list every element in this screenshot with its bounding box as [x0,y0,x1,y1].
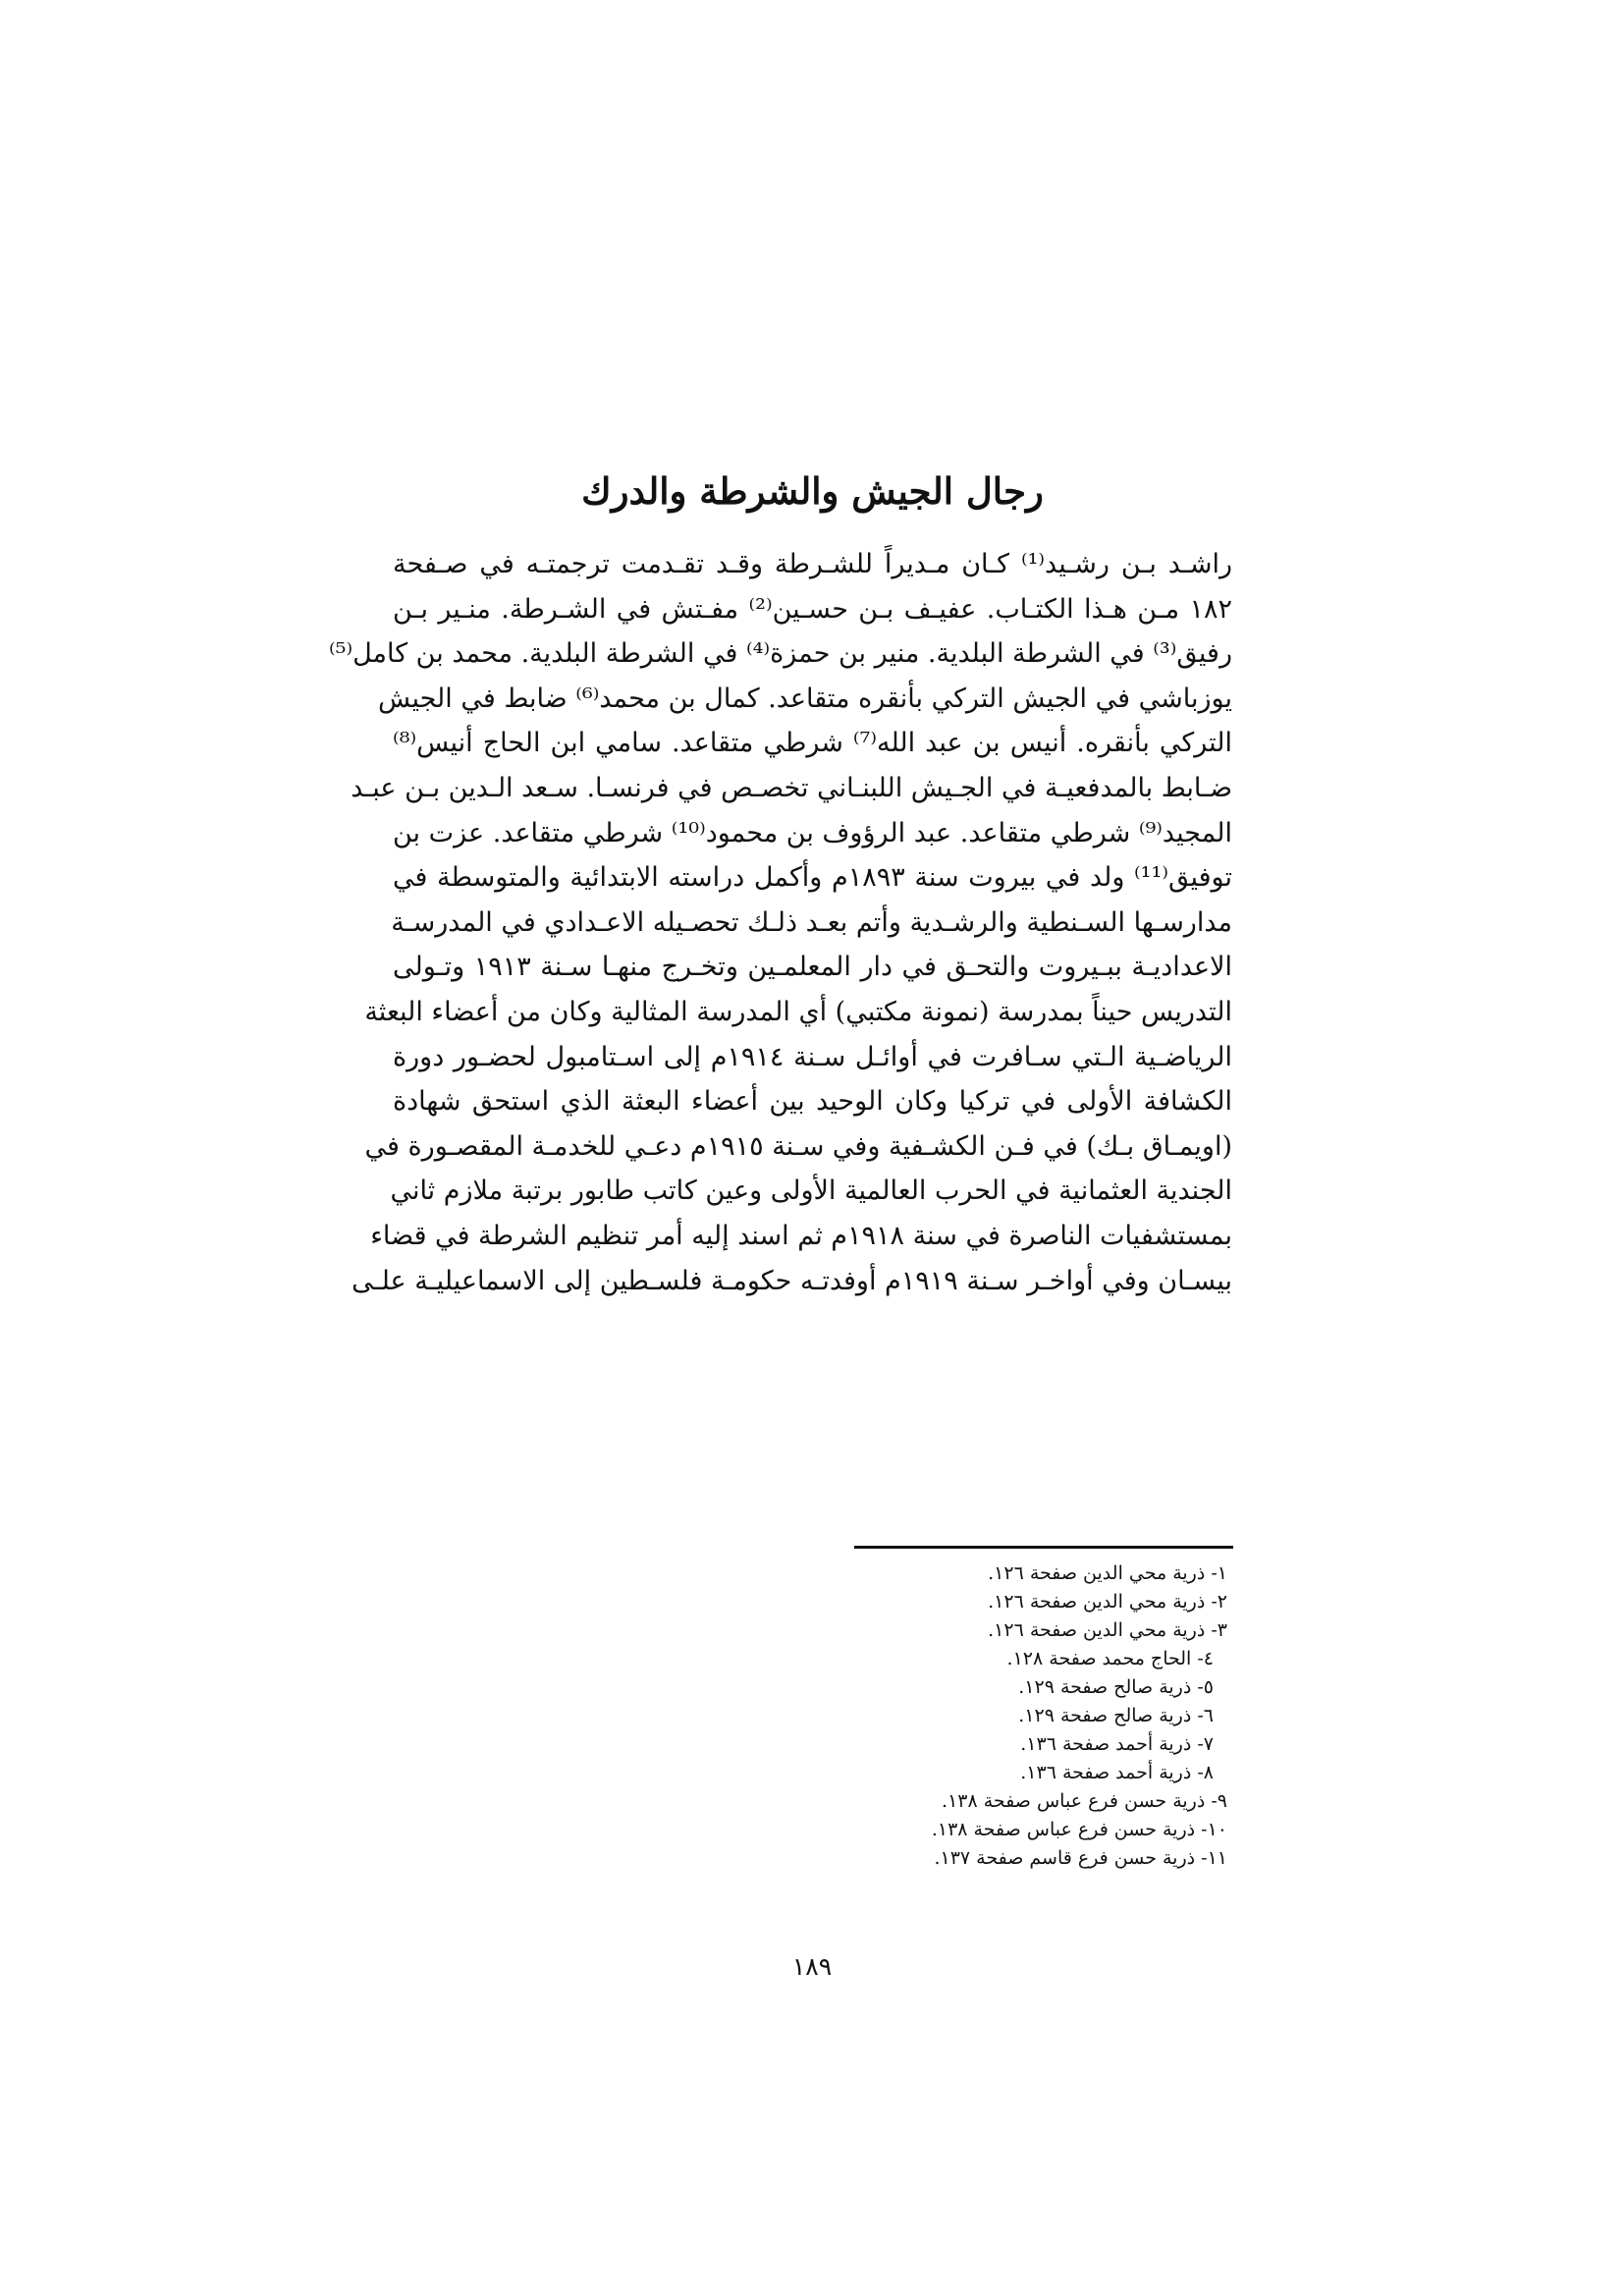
body-line: ١٨٢ مـن هـذا الكتـاب. عفيـف بـن حسـين⁽²⁾ مفـتش في الشـرطة. منـير بـن [393,593,1232,625]
body-line: مدارسـها السـنطية والرشـدية وأتم بعـد ذلـك تحصـيله الاعـدادي في المدرسـة [391,906,1232,938]
page-number: ١٨٩ [791,1952,833,1981]
body-line: بمستشفيات الناصرة في سنة ١٩١٨م ثم اسند إليه أمر تنظيم الشرطة في قضاء [370,1220,1232,1251]
footnote-item: ٩- ذرية حسن فرع عباس صفحة ١٣٨. [942,1790,1227,1812]
body-text [329,542,1233,1303]
body-line: التركي بأنقره. أنيس بن عبد الله⁽⁷⁾ شرطي متقاعد. سامي ابن الحاج أنيس⁽⁸⁾ [393,728,1232,759]
body-line: الرياضـية الـتي سـافرت في أوائـل سـنة ١٩١٤م إلى اسـتامبول لحضـور دورة [393,1041,1233,1072]
body-line: يوزباشي في الجيش التركي بأنقره متقاعد. كمال بن محمد⁽⁶⁾ ضابط في الجيش [378,683,1232,714]
body-line: رفيق⁽³⁾ في الشرطة البلدية. منير بن حمزة⁽⁴⁾ في الشرطة البلدية. محمد بن كامل⁽⁵⁾ [329,638,1232,670]
body-line: التدريس حيناً بمدرسة (نمونة مكتبي) أي المدرسة المثالية وكان من أعضاء البعثة [364,996,1232,1027]
body-line: ضـابط بالمدفعيـة في الجـيش اللبنـاني تخصـص في فرنسـا. سـعد الـدين بـن عبـد [351,772,1232,803]
footnote-item: ٤- الحاج محمد صفحة ١٢٨. [1006,1648,1214,1669]
body-line: الاعداديـة ببـيروت والتحـق في دار المعلمـين وتخـرج منهـا سـنة ١٩١٣ وتـولى [393,952,1232,983]
body-line: (اويمـاق بـك) في فـن الكشـفية وفي سـنة ١٩١٥م دعـي للخدمـة المقصـورة في [364,1130,1232,1162]
body-line: راشـد بـن رشـيد⁽¹⁾ كـان مـديراً للشـرطة وقـد تقـدمت ترجمتـه في صـفحة [393,549,1233,579]
body-line: توفيق⁽¹¹⁾ ولد في بيروت سنة ١٨٩٣م وأكمل دراسته الابتدائية والمتوسطة في [393,862,1232,894]
body-line: بيسـان وفي أواخـر سـنة ١٩١٩م أوفدتـه حكومـة فلسـطين إلى الاسماعيليـة علـى [352,1265,1232,1296]
footnote-item: ١٠- ذرية حسن فرع عباس صفحة ١٣٨. [931,1819,1227,1840]
footnotes-list [854,1559,1233,1873]
footnote-item: ٥- ذرية صالح صفحة ١٢٩. [1018,1676,1214,1698]
footnote-item: ٧- ذرية أحمد صفحة ١٣٦. [1020,1733,1214,1755]
footnote-item: ٣- ذرية محي الدين صفحة ١٢٦. [988,1619,1227,1641]
body-line: المجيد⁽⁹⁾ شرطي متقاعد. عبد الرؤوف بن محمود⁽¹⁰⁾ شرطي متقاعد. عزت بن [393,817,1232,848]
footnote-item: ٨- ذرية أحمد صفحة ١٣٦. [1020,1762,1214,1783]
chapter-heading: رجال الجيش والشرطة والدرك [581,469,1044,513]
body-line: الجندية العثمانية في الحرب العالمية الأولى وعين كاتب طابور برتبة ملازم ثاني [390,1175,1232,1207]
footnote-item: ١١- ذرية حسن فرع قاسم صفحة ١٣٧. [934,1847,1227,1869]
body-line: الكشافة الأولى في تركيا وكان الوحيد بين أعضاء البعثة الذي استحق شهادة [393,1086,1233,1118]
footnote-item: ٢- ذرية محي الدين صفحة ١٢٦. [988,1591,1227,1613]
footnote-divider [854,1546,1233,1549]
footnote-item: ١- ذرية محي الدين صفحة ١٢٦. [988,1562,1227,1584]
footnote-item: ٦- ذرية صالح صفحة ١٢٩. [1018,1705,1214,1726]
